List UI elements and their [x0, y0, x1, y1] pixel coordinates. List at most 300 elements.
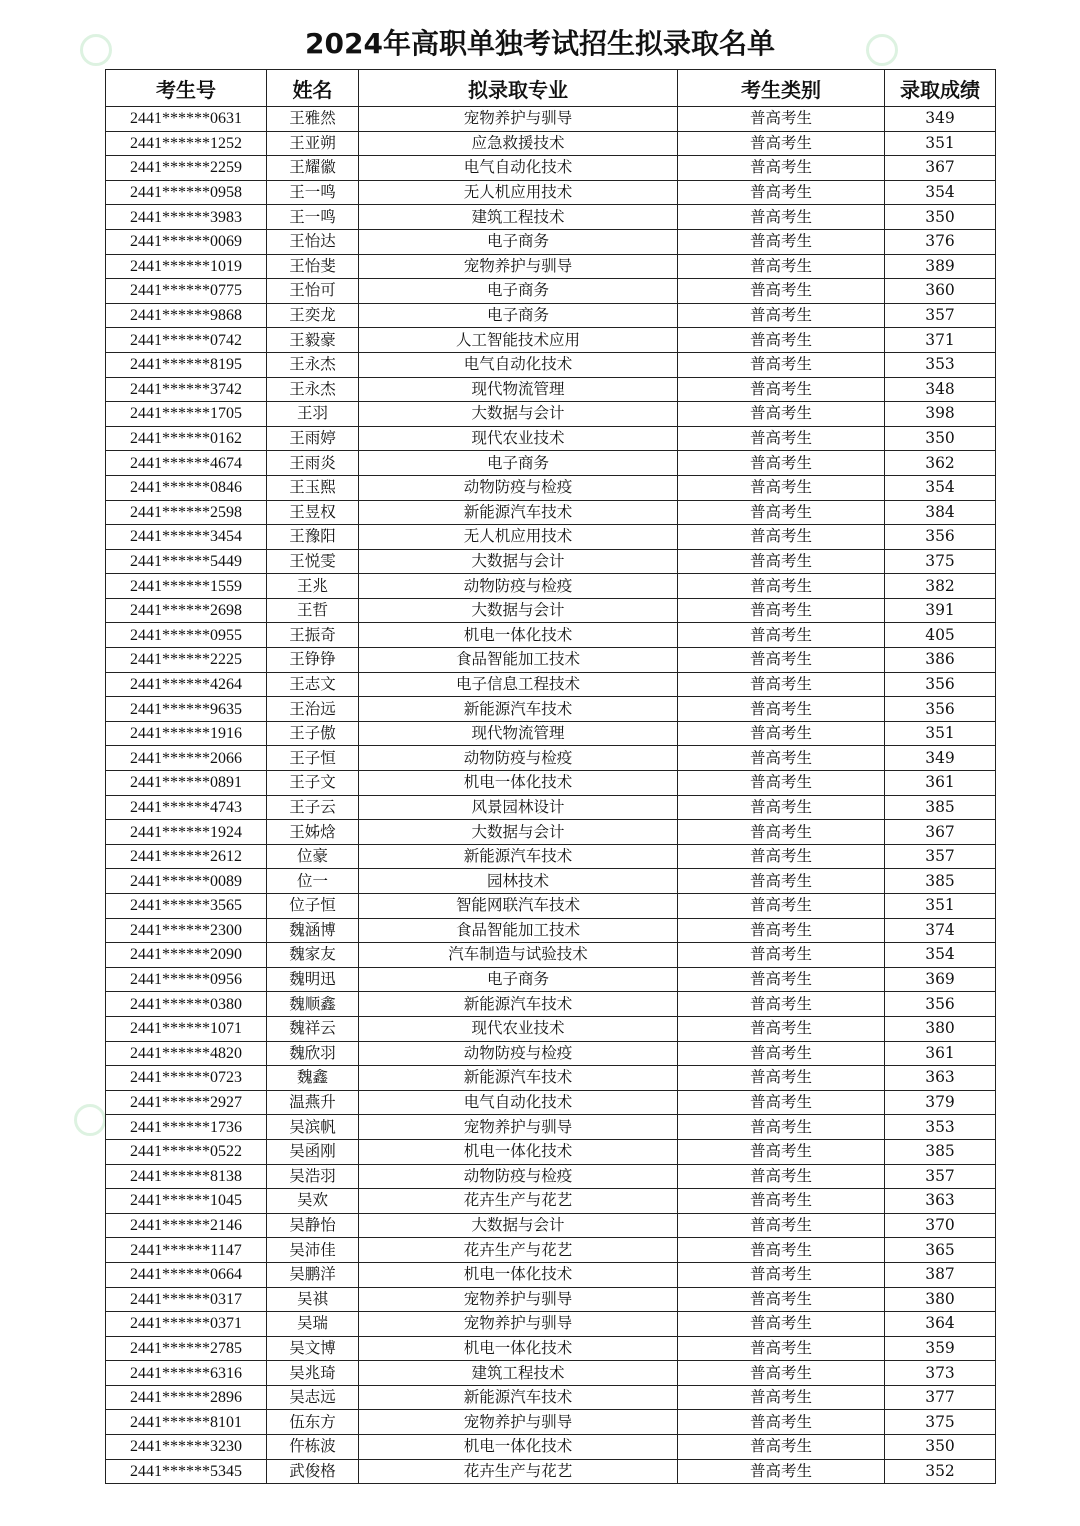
score-cell: 348: [885, 377, 996, 402]
category-cell: 普高考生: [678, 1459, 885, 1484]
exam-number-cell: 2441******1916: [106, 721, 267, 746]
major-cell: 人工智能技术应用: [359, 328, 678, 353]
category-cell: 普高考生: [678, 967, 885, 992]
name-cell: 魏涵博: [267, 918, 359, 943]
table-row: [106, 1066, 996, 1091]
name-cell: 吴志远: [267, 1385, 359, 1410]
name-cell: 王姊焓: [267, 820, 359, 845]
table-row: [106, 844, 996, 869]
exam-number-cell: 2441******8101: [106, 1410, 267, 1435]
score-cell: 359: [885, 1336, 996, 1361]
table-row: [106, 107, 996, 132]
exam-number-cell: 2441******0631: [106, 107, 267, 132]
name-cell: 吴静怡: [267, 1213, 359, 1238]
name-cell: 王悦雯: [267, 549, 359, 574]
score-cell: 356: [885, 525, 996, 550]
category-cell: 普高考生: [678, 180, 885, 205]
category-cell: 普高考生: [678, 1435, 885, 1460]
score-cell: 375: [885, 1410, 996, 1435]
table-row: [106, 1016, 996, 1041]
table-row: [106, 500, 996, 525]
exam-number-cell: 2441******8195: [106, 352, 267, 377]
category-cell: 普高考生: [678, 1213, 885, 1238]
name-cell: 王子文: [267, 771, 359, 796]
table-row: [106, 180, 996, 205]
table-row: [106, 795, 996, 820]
name-cell: 王志文: [267, 672, 359, 697]
table-row: [106, 279, 996, 304]
score-cell: 385: [885, 795, 996, 820]
table-row: [106, 549, 996, 574]
category-cell: 普高考生: [678, 1189, 885, 1214]
category-cell: 普高考生: [678, 623, 885, 648]
major-cell: 风景园林设计: [359, 795, 678, 820]
table-row: [106, 697, 996, 722]
major-cell: 新能源汽车技术: [359, 992, 678, 1017]
score-cell: 385: [885, 869, 996, 894]
exam-number-cell: 2441******0955: [106, 623, 267, 648]
name-cell: 王毅豪: [267, 328, 359, 353]
name-cell: 仵栋波: [267, 1435, 359, 1460]
name-cell: 王羽: [267, 402, 359, 427]
column-header-name: 姓名: [267, 70, 359, 107]
category-cell: 普高考生: [678, 672, 885, 697]
table-row: [106, 402, 996, 427]
score-cell: 361: [885, 1041, 996, 1066]
score-cell: 353: [885, 352, 996, 377]
table-row: [106, 525, 996, 550]
category-cell: 普高考生: [678, 697, 885, 722]
name-cell: 王永杰: [267, 352, 359, 377]
major-cell: 应急救援技术: [359, 131, 678, 156]
category-cell: 普高考生: [678, 229, 885, 254]
category-cell: 普高考生: [678, 574, 885, 599]
major-cell: 电子信息工程技术: [359, 672, 678, 697]
exam-number-cell: 2441******3983: [106, 205, 267, 230]
table-row: [106, 1459, 996, 1484]
name-cell: 吴沛佳: [267, 1238, 359, 1263]
name-cell: 魏祥云: [267, 1016, 359, 1041]
name-cell: 吴欢: [267, 1189, 359, 1214]
score-cell: 361: [885, 771, 996, 796]
major-cell: 新能源汽车技术: [359, 697, 678, 722]
exam-number-cell: 2441******0664: [106, 1262, 267, 1287]
major-cell: 宠物养护与驯导: [359, 1410, 678, 1435]
score-cell: 365: [885, 1238, 996, 1263]
table-row: [106, 328, 996, 353]
score-cell: 384: [885, 500, 996, 525]
category-cell: 普高考生: [678, 402, 885, 427]
table-row: [106, 131, 996, 156]
name-cell: 位豪: [267, 844, 359, 869]
major-cell: 宠物养护与驯导: [359, 254, 678, 279]
score-cell: 387: [885, 1262, 996, 1287]
name-cell: 王子恒: [267, 746, 359, 771]
major-cell: 动物防疫与检疫: [359, 1041, 678, 1066]
exam-number-cell: 2441******2259: [106, 156, 267, 181]
score-cell: 356: [885, 992, 996, 1017]
table-row: [106, 1238, 996, 1263]
category-cell: 普高考生: [678, 1090, 885, 1115]
exam-number-cell: 2441******3742: [106, 377, 267, 402]
category-cell: 普高考生: [678, 279, 885, 304]
name-cell: 王怡达: [267, 229, 359, 254]
major-cell: 大数据与会计: [359, 549, 678, 574]
major-cell: 宠物养护与驯导: [359, 1115, 678, 1140]
name-cell: 王铮铮: [267, 648, 359, 673]
exam-number-cell: 2441******8138: [106, 1164, 267, 1189]
score-cell: 389: [885, 254, 996, 279]
table-row: [106, 1312, 996, 1337]
column-header-major: 拟录取专业: [359, 70, 678, 107]
major-cell: 食品智能加工技术: [359, 918, 678, 943]
column-header-category: 考生类别: [678, 70, 885, 107]
category-cell: 普高考生: [678, 377, 885, 402]
major-cell: 机电一体化技术: [359, 1262, 678, 1287]
major-cell: 机电一体化技术: [359, 1336, 678, 1361]
exam-number-cell: 2441******3565: [106, 894, 267, 919]
major-cell: 机电一体化技术: [359, 771, 678, 796]
major-cell: 大数据与会计: [359, 820, 678, 845]
exam-number-cell: 2441******0742: [106, 328, 267, 353]
category-cell: 普高考生: [678, 426, 885, 451]
category-cell: 普高考生: [678, 205, 885, 230]
table-row: [106, 451, 996, 476]
score-cell: 370: [885, 1213, 996, 1238]
table-row: [106, 746, 996, 771]
category-cell: 普高考生: [678, 918, 885, 943]
table-row: [106, 820, 996, 845]
table-row: [106, 1435, 996, 1460]
score-cell: 382: [885, 574, 996, 599]
major-cell: 宠物养护与驯导: [359, 1312, 678, 1337]
score-cell: 356: [885, 672, 996, 697]
table-row: [106, 623, 996, 648]
name-cell: 吴兆琦: [267, 1361, 359, 1386]
category-cell: 普高考生: [678, 156, 885, 181]
category-cell: 普高考生: [678, 1385, 885, 1410]
exam-number-cell: 2441******2612: [106, 844, 267, 869]
category-cell: 普高考生: [678, 500, 885, 525]
category-cell: 普高考生: [678, 328, 885, 353]
category-cell: 普高考生: [678, 721, 885, 746]
score-cell: 353: [885, 1115, 996, 1140]
score-cell: 398: [885, 402, 996, 427]
column-header-exam-number: 考生号: [106, 70, 267, 107]
category-cell: 普高考生: [678, 992, 885, 1017]
major-cell: 宠物养护与驯导: [359, 1287, 678, 1312]
score-cell: 351: [885, 131, 996, 156]
category-cell: 普高考生: [678, 795, 885, 820]
score-cell: 369: [885, 967, 996, 992]
name-cell: 王雨炎: [267, 451, 359, 476]
score-cell: 350: [885, 426, 996, 451]
major-cell: 建筑工程技术: [359, 1361, 678, 1386]
exam-number-cell: 2441******5345: [106, 1459, 267, 1484]
score-cell: 380: [885, 1287, 996, 1312]
category-cell: 普高考生: [678, 303, 885, 328]
major-cell: 新能源汽车技术: [359, 500, 678, 525]
category-cell: 普高考生: [678, 1238, 885, 1263]
score-cell: 371: [885, 328, 996, 353]
score-cell: 363: [885, 1189, 996, 1214]
table-row: [106, 1139, 996, 1164]
table-row: [106, 303, 996, 328]
major-cell: 动物防疫与检疫: [359, 475, 678, 500]
major-cell: 园林技术: [359, 869, 678, 894]
exam-number-cell: 2441******1071: [106, 1016, 267, 1041]
exam-number-cell: 2441******9635: [106, 697, 267, 722]
major-cell: 大数据与会计: [359, 1213, 678, 1238]
score-cell: 391: [885, 598, 996, 623]
name-cell: 王一鸣: [267, 180, 359, 205]
name-cell: 王一鸣: [267, 205, 359, 230]
exam-number-cell: 2441******1147: [106, 1238, 267, 1263]
table-row: [106, 648, 996, 673]
name-cell: 王子云: [267, 795, 359, 820]
name-cell: 王怡可: [267, 279, 359, 304]
score-cell: 376: [885, 229, 996, 254]
name-cell: 魏顺鑫: [267, 992, 359, 1017]
category-cell: 普高考生: [678, 598, 885, 623]
exam-number-cell: 2441******4820: [106, 1041, 267, 1066]
major-cell: 食品智能加工技术: [359, 648, 678, 673]
exam-number-cell: 2441******2927: [106, 1090, 267, 1115]
category-cell: 普高考生: [678, 746, 885, 771]
major-cell: 智能网联汽车技术: [359, 894, 678, 919]
major-cell: 现代农业技术: [359, 426, 678, 451]
score-cell: 363: [885, 1066, 996, 1091]
category-cell: 普高考生: [678, 1262, 885, 1287]
exam-number-cell: 2441******1559: [106, 574, 267, 599]
major-cell: 电子商务: [359, 229, 678, 254]
table-row: [106, 426, 996, 451]
major-cell: 大数据与会计: [359, 402, 678, 427]
exam-number-cell: 2441******2698: [106, 598, 267, 623]
exam-number-cell: 2441******1019: [106, 254, 267, 279]
score-cell: 385: [885, 1139, 996, 1164]
name-cell: 王雅然: [267, 107, 359, 132]
major-cell: 电子商务: [359, 279, 678, 304]
score-cell: 367: [885, 820, 996, 845]
major-cell: 新能源汽车技术: [359, 1385, 678, 1410]
major-cell: 电子商务: [359, 451, 678, 476]
table-row: [106, 672, 996, 697]
table-row: [106, 967, 996, 992]
page-title: 2024年高职单独考试招生拟录取名单: [305, 27, 775, 60]
exam-number-cell: 2441******3454: [106, 525, 267, 550]
major-cell: 机电一体化技术: [359, 1435, 678, 1460]
exam-number-cell: 2441******4743: [106, 795, 267, 820]
table-row: [106, 1115, 996, 1140]
table-row: [106, 1213, 996, 1238]
category-cell: 普高考生: [678, 1410, 885, 1435]
score-cell: 360: [885, 279, 996, 304]
major-cell: 无人机应用技术: [359, 180, 678, 205]
name-cell: 王治远: [267, 697, 359, 722]
admission-table: [105, 69, 996, 1484]
exam-number-cell: 2441******2090: [106, 943, 267, 968]
major-cell: 动物防疫与检疫: [359, 746, 678, 771]
category-cell: 普高考生: [678, 844, 885, 869]
table-row: [106, 1041, 996, 1066]
exam-number-cell: 2441******9868: [106, 303, 267, 328]
name-cell: 王怡斐: [267, 254, 359, 279]
name-cell: 王兆: [267, 574, 359, 599]
category-cell: 普高考生: [678, 549, 885, 574]
table-row: [106, 1410, 996, 1435]
name-cell: 武俊格: [267, 1459, 359, 1484]
table-row: [106, 992, 996, 1017]
name-cell: 吴文博: [267, 1336, 359, 1361]
exam-number-cell: 2441******4264: [106, 672, 267, 697]
category-cell: 普高考生: [678, 1164, 885, 1189]
table-row: [106, 771, 996, 796]
score-cell: 354: [885, 475, 996, 500]
table-row: [106, 574, 996, 599]
score-cell: 354: [885, 943, 996, 968]
exam-number-cell: 2441******0775: [106, 279, 267, 304]
exam-number-cell: 2441******2146: [106, 1213, 267, 1238]
major-cell: 电子商务: [359, 303, 678, 328]
table-row: [106, 1090, 996, 1115]
score-cell: 373: [885, 1361, 996, 1386]
score-cell: 351: [885, 721, 996, 746]
score-cell: 354: [885, 180, 996, 205]
table-row: [106, 1189, 996, 1214]
table-row: [106, 869, 996, 894]
category-cell: 普高考生: [678, 1066, 885, 1091]
exam-number-cell: 2441******3230: [106, 1435, 267, 1460]
major-cell: 无人机应用技术: [359, 525, 678, 550]
category-cell: 普高考生: [678, 1139, 885, 1164]
exam-number-cell: 2441******4674: [106, 451, 267, 476]
category-cell: 普高考生: [678, 451, 885, 476]
table-row: [106, 205, 996, 230]
score-cell: 349: [885, 746, 996, 771]
name-cell: 魏鑫: [267, 1066, 359, 1091]
major-cell: 机电一体化技术: [359, 623, 678, 648]
table-row: [106, 254, 996, 279]
score-cell: 357: [885, 303, 996, 328]
table-row: [106, 598, 996, 623]
category-cell: 普高考生: [678, 1336, 885, 1361]
table-header-row: [106, 70, 996, 107]
name-cell: 魏明迅: [267, 967, 359, 992]
category-cell: 普高考生: [678, 820, 885, 845]
category-cell: 普高考生: [678, 254, 885, 279]
exam-number-cell: 2441******2300: [106, 918, 267, 943]
column-header-score: 录取成绩: [885, 70, 996, 107]
category-cell: 普高考生: [678, 1016, 885, 1041]
table-row: [106, 1287, 996, 1312]
name-cell: 吴滨帆: [267, 1115, 359, 1140]
exam-number-cell: 2441******0958: [106, 180, 267, 205]
exam-number-cell: 2441******2066: [106, 746, 267, 771]
name-cell: 吴鹏洋: [267, 1262, 359, 1287]
category-cell: 普高考生: [678, 648, 885, 673]
exam-number-cell: 2441******0846: [106, 475, 267, 500]
score-cell: 367: [885, 156, 996, 181]
name-cell: 王耀徽: [267, 156, 359, 181]
table-row: [106, 943, 996, 968]
score-cell: 350: [885, 205, 996, 230]
exam-number-cell: 2441******1924: [106, 820, 267, 845]
table-row: [106, 1336, 996, 1361]
exam-number-cell: 2441******2225: [106, 648, 267, 673]
name-cell: 温燕升: [267, 1090, 359, 1115]
table-row: [106, 1262, 996, 1287]
score-cell: 386: [885, 648, 996, 673]
category-cell: 普高考生: [678, 1361, 885, 1386]
major-cell: 新能源汽车技术: [359, 1066, 678, 1091]
exam-number-cell: 2441******0891: [106, 771, 267, 796]
name-cell: 王玉熙: [267, 475, 359, 500]
exam-number-cell: 2441******6316: [106, 1361, 267, 1386]
watermark-logo-icon: [74, 1104, 106, 1136]
major-cell: 动物防疫与检疫: [359, 574, 678, 599]
major-cell: 花卉生产与花艺: [359, 1238, 678, 1263]
table-row: [106, 352, 996, 377]
exam-number-cell: 2441******5449: [106, 549, 267, 574]
table-row: [106, 721, 996, 746]
table-row: [106, 156, 996, 181]
name-cell: 王奕龙: [267, 303, 359, 328]
score-cell: 377: [885, 1385, 996, 1410]
major-cell: 动物防疫与检疫: [359, 1164, 678, 1189]
name-cell: 位子恒: [267, 894, 359, 919]
table-row: [106, 894, 996, 919]
exam-number-cell: 2441******0522: [106, 1139, 267, 1164]
name-cell: 王永杰: [267, 377, 359, 402]
category-cell: 普高考生: [678, 943, 885, 968]
table-row: [106, 918, 996, 943]
name-cell: 王豫阳: [267, 525, 359, 550]
category-cell: 普高考生: [678, 1312, 885, 1337]
major-cell: 电子商务: [359, 967, 678, 992]
exam-number-cell: 2441******0380: [106, 992, 267, 1017]
exam-number-cell: 2441******0089: [106, 869, 267, 894]
name-cell: 吴祺: [267, 1287, 359, 1312]
name-cell: 伍东方: [267, 1410, 359, 1435]
major-cell: 现代农业技术: [359, 1016, 678, 1041]
category-cell: 普高考生: [678, 1287, 885, 1312]
score-cell: 379: [885, 1090, 996, 1115]
exam-number-cell: 2441******2896: [106, 1385, 267, 1410]
exam-number-cell: 2441******1045: [106, 1189, 267, 1214]
major-cell: 电气自动化技术: [359, 1090, 678, 1115]
major-cell: 建筑工程技术: [359, 205, 678, 230]
major-cell: 花卉生产与花艺: [359, 1459, 678, 1484]
name-cell: 魏欣羽: [267, 1041, 359, 1066]
name-cell: 吴函刚: [267, 1139, 359, 1164]
name-cell: 王哲: [267, 598, 359, 623]
exam-number-cell: 2441******0371: [106, 1312, 267, 1337]
category-cell: 普高考生: [678, 525, 885, 550]
major-cell: 电气自动化技术: [359, 352, 678, 377]
score-cell: 349: [885, 107, 996, 132]
category-cell: 普高考生: [678, 1115, 885, 1140]
score-cell: 351: [885, 894, 996, 919]
score-cell: 362: [885, 451, 996, 476]
exam-number-cell: 2441******0723: [106, 1066, 267, 1091]
name-cell: 王振奇: [267, 623, 359, 648]
exam-number-cell: 2441******0069: [106, 229, 267, 254]
exam-number-cell: 2441******0956: [106, 967, 267, 992]
score-cell: 380: [885, 1016, 996, 1041]
exam-number-cell: 2441******1252: [106, 131, 267, 156]
name-cell: 位一: [267, 869, 359, 894]
